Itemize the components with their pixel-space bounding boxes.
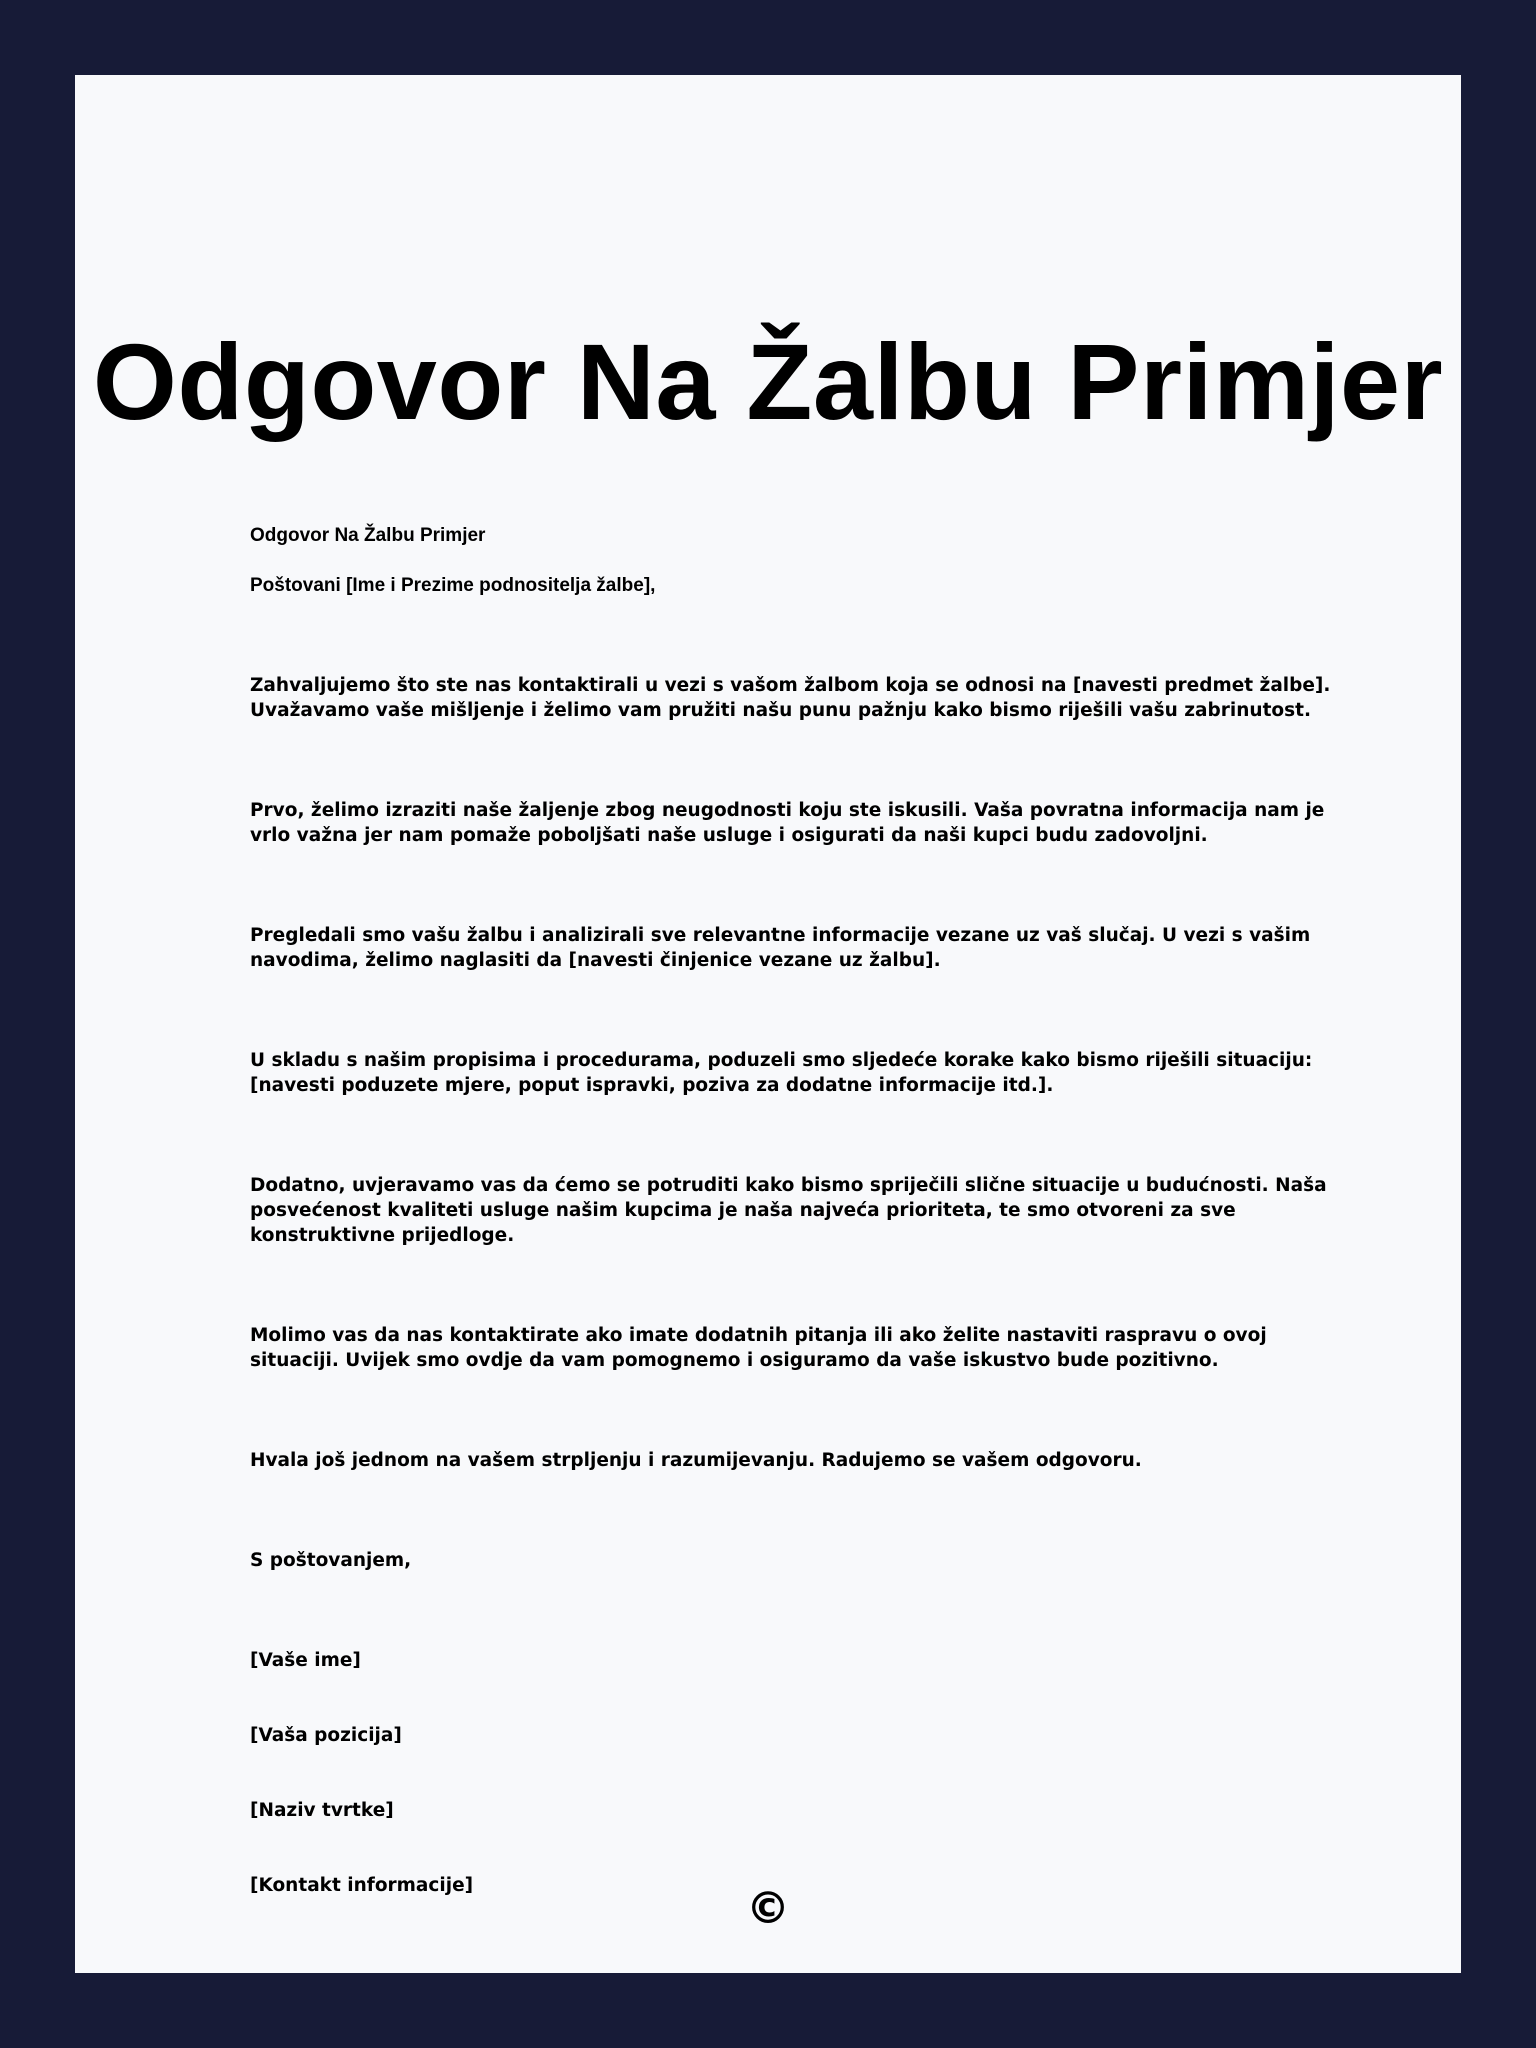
letter-paragraph: Molimo vas da nas kontaktirate ako imate dodatnih pitanja ili ako želite nastaviti raspravu o ovoj situaciji. Uvijek smo ovdje da vam pomognemo i osiguramo da vaše iskustvo bude pozitivno. <box>250 1325 1267 1371</box>
letter-paragraph: Prvo, želimo izraziti naše žaljenje zbog neugodnosti koju ste iskusili. Vaša povratna informacija nam je vrlo važna jer nam pomaže poboljšati naše usluge i osigurati da naši kupci budu zadovoljni. <box>250 800 1325 846</box>
document-title: Odgovor Na Žalbu Primjer <box>92 321 1444 442</box>
letter-paragraph: U skladu s našim propisima i procedurama, poduzeli smo sljedeće korake kako bismo riješili situaciju: [navesti poduzete mjere, poput ispravki, poziva za dodatne informacije itd.]. <box>250 1050 1313 1096</box>
signature-contact: [Kontakt informacije] <box>250 1875 474 1896</box>
signature-name: [Vaše ime] <box>250 1650 361 1671</box>
signature-position: [Vaša pozicija] <box>250 1725 402 1746</box>
letter-heading: Odgovor Na Žalbu Primjer <box>250 525 486 546</box>
copyright-icon: © <box>746 1883 790 1934</box>
letter-greeting: Poštovani [Ime i Prezime podnositelja žalbe], <box>250 575 656 596</box>
letter-closing: S poštovanjem, <box>250 1550 412 1571</box>
letter-paragraph: Dodatno, uvjeravamo vas da ćemo se potruditi kako bismo spriječili slične situacije u budućnosti. Naša posvećenost kvaliteti usluge našim kupcima je naša najveća prioriteta, te smo otvoreni za sve konstruktivne prijedloge. <box>250 1175 1327 1246</box>
letter-paragraph: Pregledali smo vašu žalbu i analizirali sve relevantne informacije vezane uz vaš slučaj. U vezi s vašim navodima, želimo naglasiti da [navesti činjenice vezane uz žalbu]. <box>250 925 1311 971</box>
letter-body <box>250 523 1360 1898</box>
signature-company: [Naziv tvrtke] <box>250 1800 394 1821</box>
letter-paragraph: Hvala još jednom na vašem strpljenju i razumijevanju. Radujemo se vašem odgovoru. <box>250 1450 1142 1471</box>
document-page <box>75 75 1461 1973</box>
letter-paragraph: Zahvaljujemo što ste nas kontaktirali u vezi s vašom žalbom koja se odnosi na [navesti predmet žalbe]. Uvažavamo vaše mišljenje i želimo vam pružiti našu punu pažnju kako bismo riješili vašu zabrinutost. <box>250 675 1331 721</box>
